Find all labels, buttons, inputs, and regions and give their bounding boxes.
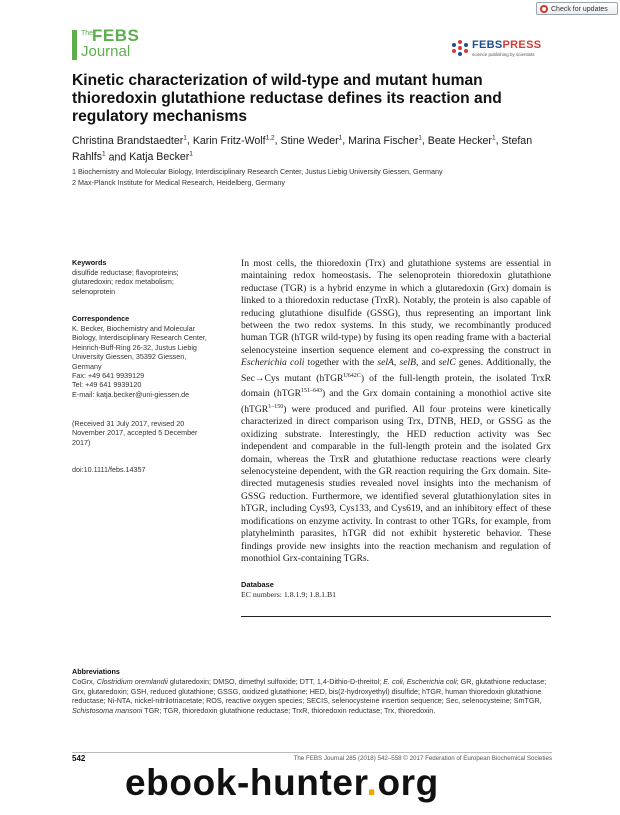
author-name: Beate Hecker$^1$	[427, 134, 496, 147]
keywords-line: selenoprotein	[72, 286, 116, 296]
keywords-list	[72, 268, 222, 296]
publisher-tagline: science publishing by scientists	[472, 52, 535, 57]
correspondence-line: Biology, Interdisciplinary Research Center,	[72, 333, 207, 343]
correspondence-line: K. Becker, Biochemistry and Molecular	[72, 324, 196, 333]
febs-journal-logo	[72, 26, 140, 64]
correspondence-line: University Giessen, 35392 Giessen,	[72, 352, 187, 362]
author-affiliation-marker: 1	[418, 134, 422, 141]
logo-the: The	[81, 30, 94, 37]
abbreviations-text: CoGrx, Clostridium oremlandii glutaredoxin; DMSO, dimethyl sulfoxide; DTT, 1,4-Dithio-D-threitol; E. coli, Escherichia coli; GR, glutathione reductase; Grx, glutaredoxin; GSH, reduced glutathione; GSSG, oxidized glutathione; HED, bis(2-hydroxyethyl) disulfide; hTGR, human thioredoxin glutathione reductase; Ni-NTA, nickel-nitrilotriacetate; ROS, reactive oxygen species; SECIS, selenocysteine insertion sequence; Sec, selenocysteine; SmTGR, Schistosoma mansoni TGR; TGR, thioredoxin glutathione reductase; TrxR, thioredoxin reductase; Trx, thioredoxin.	[72, 677, 547, 715]
doi-link[interactable]: doi:10.1111/febs.14357	[72, 465, 146, 474]
fax-line: Fax: +49 641 9939129	[72, 371, 145, 381]
affiliation-2: 2 Max-Planck Institute for Medical Research, Heidelberg, Germany	[72, 178, 285, 187]
author-affiliation-marker: 1	[338, 134, 343, 141]
febs-press-logo	[452, 38, 556, 60]
article-title: Kinetic characterization of wild-type and mutant human thioredoxin glutathione reductase defines its reaction and regulatory mechanisms	[72, 72, 502, 125]
abbreviations-heading: Abbreviations	[72, 667, 120, 676]
keywords-line: disulfide reductase; flavoproteins;	[72, 268, 179, 277]
check-for-updates-label: Check for updates	[551, 6, 608, 13]
correspondence-line: Germany	[72, 361, 102, 371]
affiliation-1: 1 Biochemistry and Molecular Biology, Interdisciplinary Research Center, Justus Liebig University Giessen, Germany	[72, 167, 443, 176]
author-name: Stine Weder$^1$	[280, 134, 343, 147]
author-name: Marina Fischer$^1$	[348, 134, 422, 147]
history-line: 2017)	[72, 437, 91, 447]
dot-cluster-icon	[452, 40, 468, 56]
abstract: In most cells, the thioredoxin (Trx) and glutathione systems are essential in maintaining redox homeostasis. The selenoprotein thioredoxin glutathione reductase (TGR) is a hybrid enzyme in which a glutaredoxin (Grx) domain is linked to a thioredoxin reductase (TrxR). Notably, the protein is also capable of reducing glutathione disulfide (GSSG), thus representing an important link between the two redox systems. In this study, we recombinantly produced human TGR (hTGR wild-type) by fusing its open reading frame with a bacterial selenocysteine insertion sequence element and co-expressing the construct in Escherichia coli together with the selA, selB, and selC genes. Additionally, the Sec→Cys mutant (hTGR$^{U642C}$) of the full-length protein, the isolated TrxR domain (hTGR$^{151-643}$) and the Grx domain containing a monothiol active site (hTGR$^{1-150}$) were produced and purified. All four proteins were kinetically characterized in direct comparison using Trx, DTNB, HED, or GSSG as the oxidizing substrate. Interestingly, the HED reduction activity was Sec independent and comparable in the full-length protein and the isolated Grx domain, whereas the TrxR and glutathione reductase reactions were clearly selenocysteine dependent, with the GR reaction requiring the Grx domain. Site-directed mutagenesis studies revealed novel insights into the mechanism of GSSG reduction. Furthermore, we identified several glutathionylation sites in hTGR, including Cys93, Cys133, and Cys619, and an inhibitory effect of these modifications on enzyme activity. In contrast to other TGRs, for example, from platyhelminth parasites, hTGR did not exhibit hysteretic behavior. These findings provide new insights into the reaction mechanism and regulation of monothiol Grx-containing TGRs.	[241, 258, 552, 564]
author-name: Katja Becker$^1$	[129, 150, 193, 164]
author-affiliation-marker: 1	[102, 150, 106, 158]
tel-line: Tel: +49 641 9939120	[72, 380, 142, 390]
history-line: (Received 31 July 2017, revised 20	[72, 419, 185, 428]
correspondence-block	[72, 324, 222, 399]
crossmark-icon	[540, 5, 548, 13]
author-name: Karin Fritz-Wolf$^{1,2}$	[192, 134, 275, 147]
author-name: Stefan Rahlfs$^1$	[72, 134, 533, 164]
email-link[interactable]: E-mail: katja.becker@uni-giessen.de	[72, 389, 190, 399]
watermark: ebook-hunter.org	[125, 762, 439, 803]
divider	[241, 616, 551, 617]
keywords-heading: Keywords	[72, 258, 107, 267]
author-affiliation-marker: 1	[491, 134, 496, 141]
logo-bar	[72, 30, 77, 60]
publisher-name: FEBSPRESS	[472, 39, 542, 51]
correspondence-line: Heinrich-Buff-Ring 26-32, Justus Liebig	[72, 342, 197, 352]
history-line: November 2017, accepted 5 December	[72, 428, 198, 438]
author-list: Christina Brandstaedter$^1$, Karin Fritz-Wolf$^{1,2}$, Stine Weder$^1$, Marina Fischer$^1$, Beate Hecker$^1$, Stefan Rahlfs$^1$ and Katja Becker$^1$	[72, 134, 533, 164]
logo-journal: Journal	[81, 43, 131, 60]
author-affiliation-marker: 1	[183, 134, 187, 141]
database-heading: Database	[241, 580, 274, 589]
author-affiliation-marker: 1,2	[265, 134, 275, 141]
author-name: Christina Brandstaedter$^1$	[72, 134, 187, 147]
keywords-line: glutaredoxin; redox metabolism;	[72, 277, 174, 287]
logo-febs: FEBS	[92, 26, 140, 45]
page-number: 542	[72, 754, 86, 763]
correspondence-heading: Correspondence	[72, 314, 130, 323]
history-block	[72, 419, 222, 447]
author-affiliation-marker: 1	[189, 150, 193, 158]
footer-divider	[72, 752, 552, 753]
check-for-updates-button[interactable]	[536, 2, 618, 15]
ec-numbers: EC numbers: 1.8.1.9; 1.8.1.B1	[241, 590, 337, 599]
journal-citation: The FEBS Journal 285 (2018) 542–558 © 2017 Federation of European Biochemical Societies	[293, 755, 552, 762]
